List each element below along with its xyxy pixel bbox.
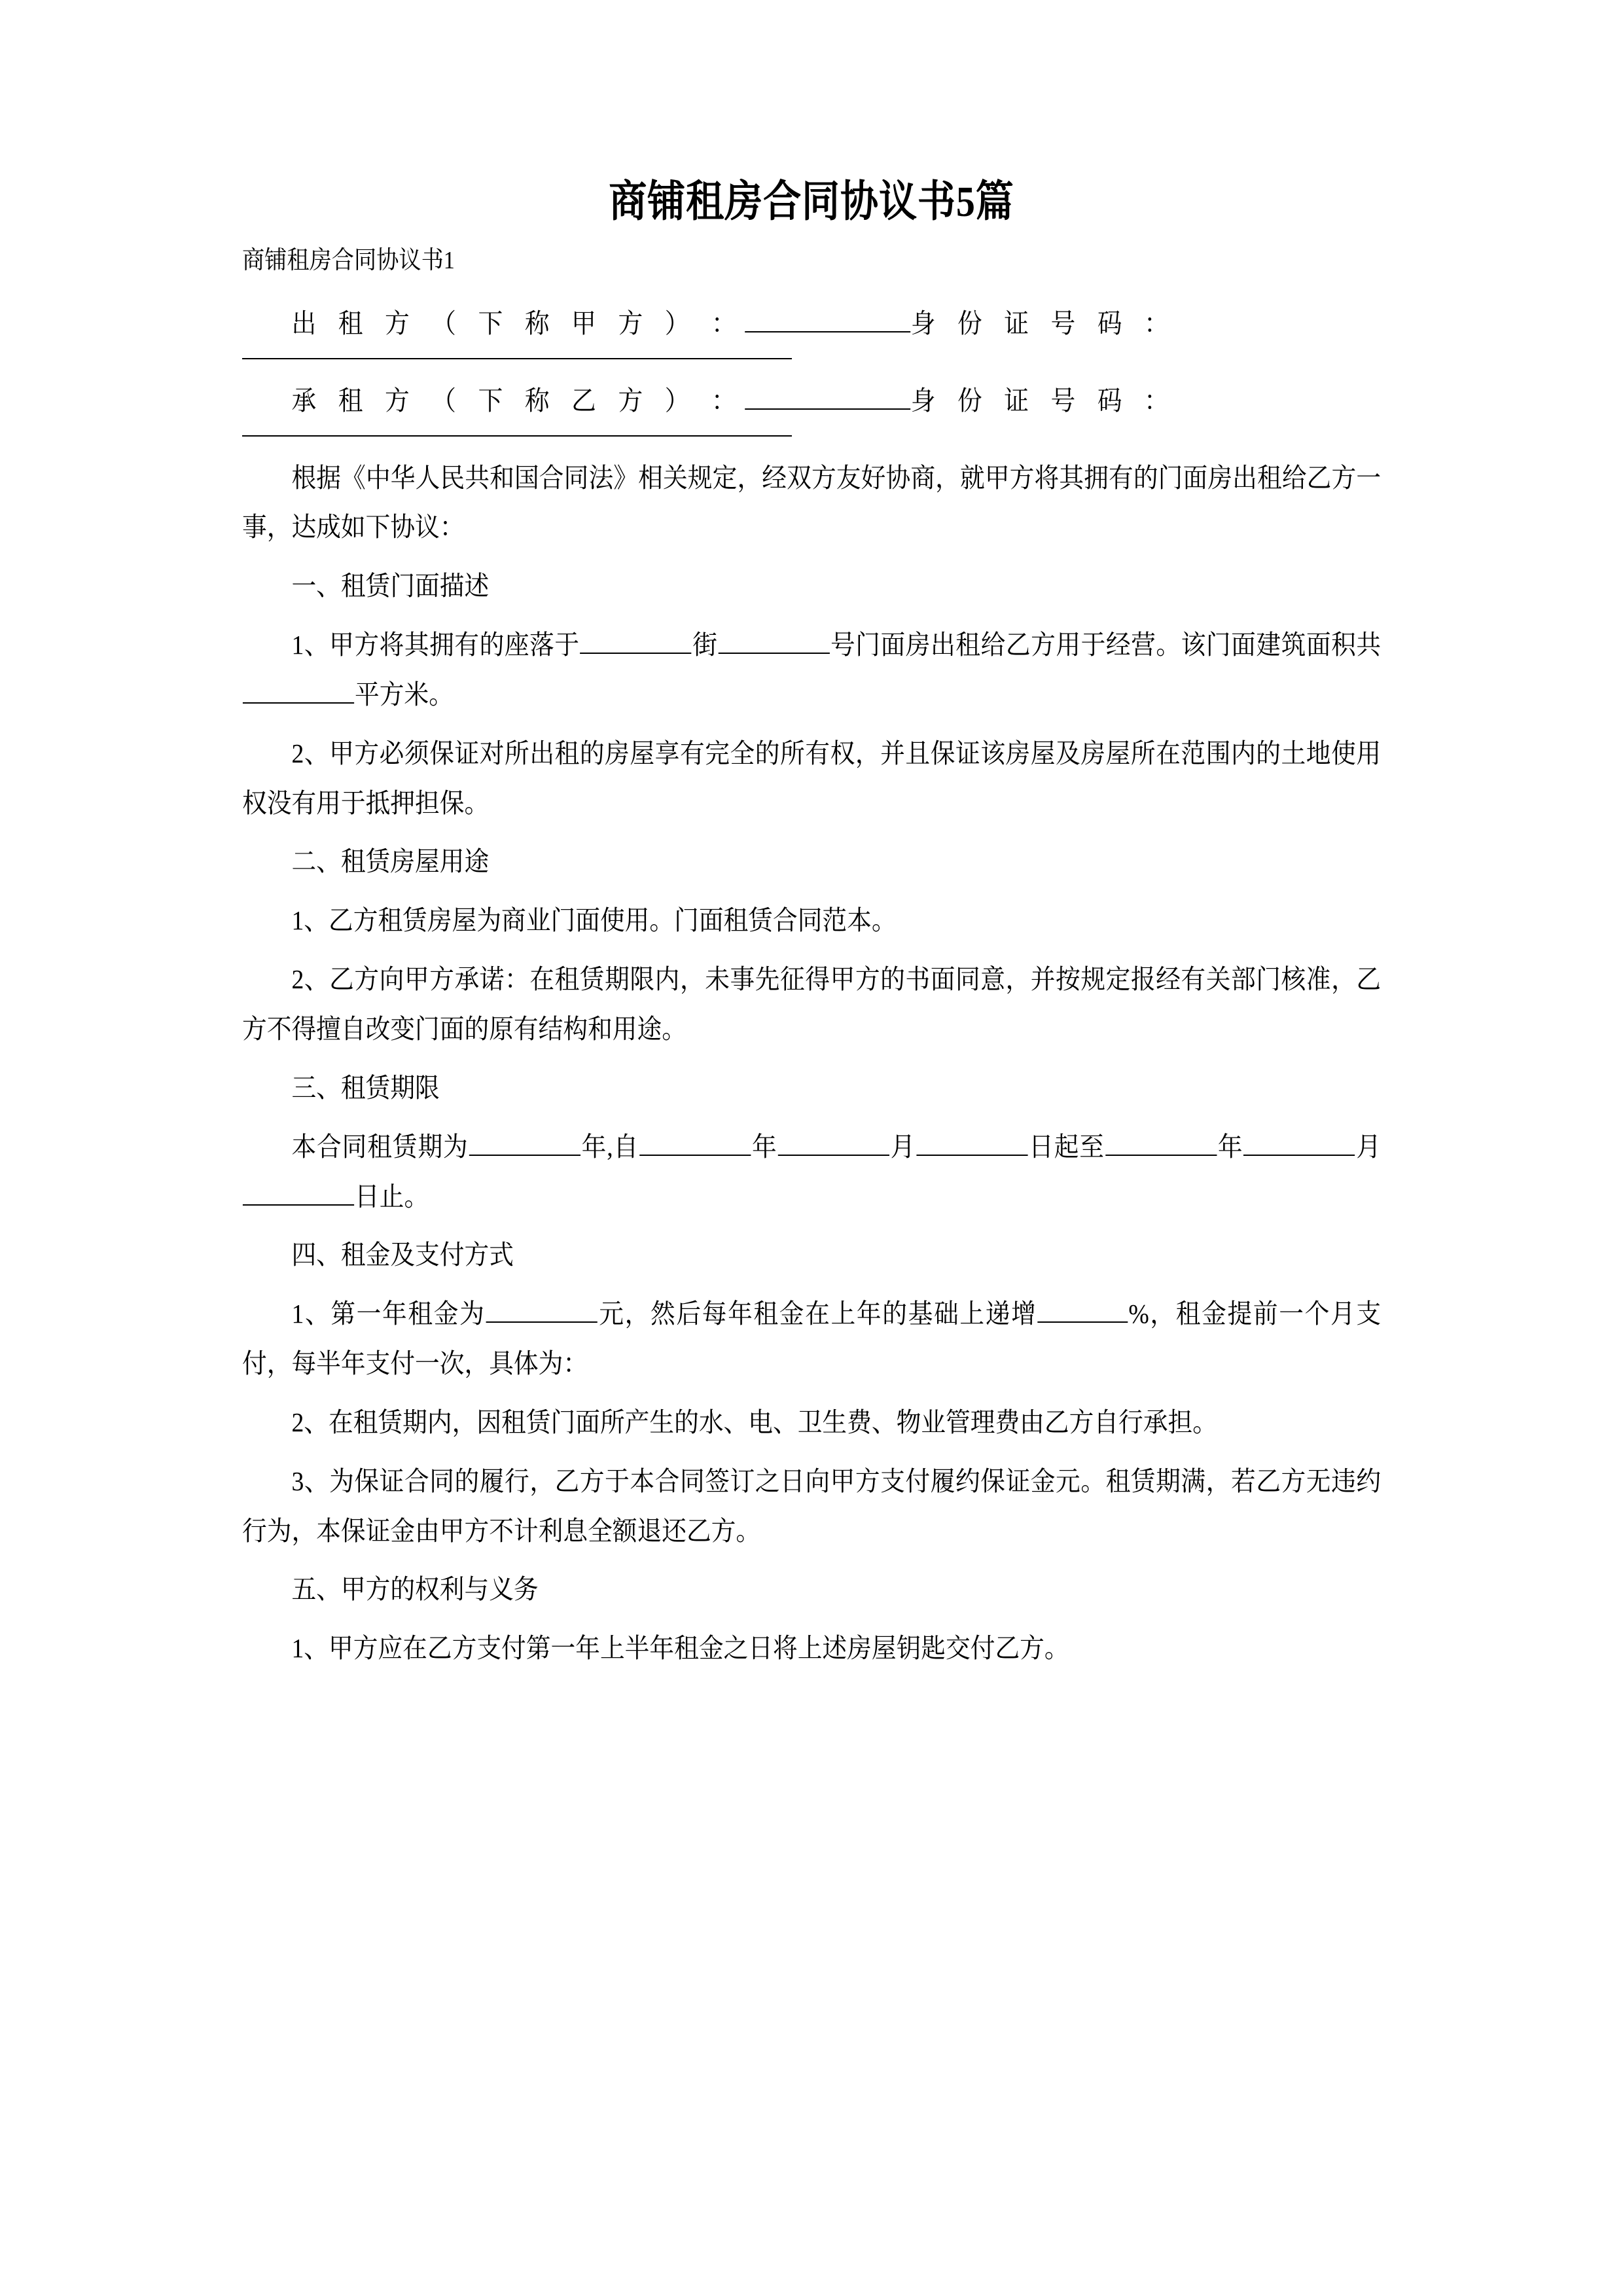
fill-in-blank[interactable]: [639, 1126, 751, 1156]
item-text: 年: [1217, 1131, 1243, 1162]
fill-in-blank[interactable]: [778, 1126, 889, 1156]
fill-in-blank[interactable]: [718, 624, 829, 654]
item-text: 2、乙方向甲方承诺：在租赁期限内，未事先征得甲方的书面同意，并按规定报经有关部门核准，乙方不得擅自改变门面的原有结构和用途。: [242, 964, 1382, 1044]
lessee-id-blank[interactable]: [242, 435, 792, 437]
section-heading: 二、租赁房屋用途: [291, 846, 490, 877]
item-text: 本合同租赁期为: [291, 1131, 469, 1162]
fill-in-blank[interactable]: [243, 1175, 354, 1205]
fill-in-blank[interactable]: [1105, 1126, 1217, 1156]
section-item: [242, 896, 1381, 946]
section-item: [242, 729, 1381, 829]
fill-in-blank[interactable]: [486, 1293, 597, 1323]
item-text: 2、甲方必须保证对所出租的房屋享有完全的所有权，并且保证该房屋及房屋所在范围内的土地使用权没有用于抵押担保。: [242, 738, 1382, 818]
page-title: 商铺租房合同协议书5篇: [609, 178, 1014, 226]
lessee-label: 承 租 方 （ 下 称 乙 方 ） ：: [291, 385, 744, 416]
section-heading: 三、租赁期限: [291, 1072, 440, 1103]
section-item: [242, 1289, 1381, 1389]
fill-in-blank[interactable]: [243, 674, 354, 704]
section-heading: 一、租赁门面描述: [291, 571, 490, 601]
section-item: [242, 1624, 1381, 1674]
item-text: 1、甲方将其拥有的座落于: [291, 630, 580, 660]
document-subtitle: 商铺租房合同协议书1: [242, 246, 455, 274]
fill-in-blank[interactable]: [1243, 1126, 1355, 1156]
item-text: 年,自: [580, 1131, 639, 1162]
item-text: 3、为保证合同的履行，乙方于本合同签订之日向甲方支付履约保证金元。租赁期满，若乙方无违约行为，本保证金由甲方不计利息全额退还乙方。: [242, 1465, 1382, 1546]
fill-in-blank[interactable]: [580, 624, 692, 654]
lessor-id-blank[interactable]: [242, 358, 792, 359]
fill-in-blank[interactable]: [1037, 1293, 1128, 1323]
item-text: 元，然后每年租金在上年的基础上递增: [597, 1299, 1037, 1329]
lessor-id-label: 身 份 证 号 码 ：: [910, 308, 1177, 338]
lessor-name-blank[interactable]: [745, 303, 910, 332]
item-text: 月: [889, 1131, 916, 1162]
item-text: 1、乙方租赁房屋为商业门面使用。门面租赁合同范本。: [291, 905, 897, 936]
item-text: 街: [692, 630, 718, 660]
lessee-name-blank[interactable]: [745, 380, 910, 410]
preamble-paragraph: 根据《中华人民共和国合同法》相关规定，经双方友好协商，就甲方将其拥有的门面房出租给乙方一事，达成如下协议：: [242, 462, 1382, 543]
section-item: [242, 1122, 1381, 1222]
item-text: 号门面房出租给乙方用于经营。该门面建筑面积共: [830, 630, 1382, 660]
section-item: [242, 620, 1381, 720]
item-text: 日起至: [1028, 1131, 1105, 1162]
item-text: %，租金提前一个月支付，每半年支付一次，具体为：: [242, 1299, 1382, 1379]
item-text: 1、第一年租金为: [291, 1299, 486, 1329]
fill-in-blank[interactable]: [469, 1126, 580, 1156]
section-heading: 四、租金及支付方式: [291, 1240, 514, 1270]
item-text: 年: [751, 1131, 777, 1162]
section-item: [242, 1398, 1381, 1448]
lessor-label: 出 租 方 （ 下 称 甲 方 ） ：: [291, 308, 744, 338]
item-text: 月: [1355, 1131, 1382, 1162]
item-text: 日止。: [355, 1181, 429, 1211]
sections-container: [242, 562, 1381, 1674]
section-heading: 五、甲方的权利与义务: [291, 1574, 539, 1605]
section-item: [242, 1457, 1381, 1556]
item-text: 平方米。: [355, 679, 454, 709]
item-text: 2、在租赁期内，因租赁门面所产生的水、电、卫生费、物业管理费由乙方自行承担。: [291, 1407, 1217, 1437]
lessee-party-line: [242, 376, 1381, 426]
lessee-id-label: 身 份 证 号 码 ：: [910, 385, 1177, 416]
fill-in-blank[interactable]: [916, 1126, 1027, 1156]
section-item: [242, 955, 1381, 1054]
item-text: 1、甲方应在乙方支付第一年上半年租金之日将上述房屋钥匙交付乙方。: [291, 1633, 1069, 1664]
lessor-party-line: [242, 299, 1381, 349]
